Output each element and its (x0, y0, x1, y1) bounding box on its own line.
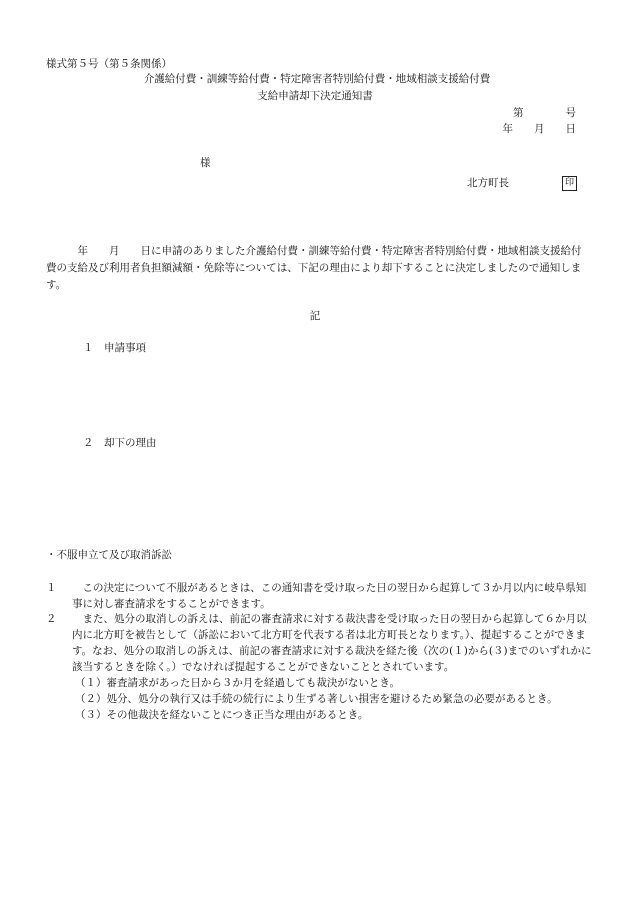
appeal-heading: ・不服申立て及び取消訴訟 (46, 549, 172, 561)
document-date: 年 月 日 (502, 123, 576, 135)
section-2-label: 却下の理由 (104, 437, 157, 449)
recipient-suffix: 様 (200, 157, 211, 169)
section-2-number: ２ (83, 437, 94, 449)
appeal-item-number: ２ (46, 613, 57, 625)
appeal-subitem-2: （２）処分、処分の執行又は手続の続行により生ずる著しい損害を避けるため緊急の必要があるとき。 (75, 693, 558, 705)
appeal-item-2 (46, 611, 592, 675)
appeal-item-text: また、処分の取消しの訴えは、前記の審査請求に対する裁決書を受け取った日の翌日から起算して６か月以内に北方町を被告として（訴訟において北方町を代表する者は北方町長となります。）、提起することができます。なお、処分の取消しの訴えは、前記の審査請求に対する裁決を経た後（次の(１)から(３)までのいずれかに該当するときを除く。）でなければ提起することができないこととされています。 (72, 613, 592, 673)
ki-marker: 記 (309, 310, 321, 322)
title-line-1: 介護給付費・訓練等給付費・特定障害者特別給付費・地域相談支援給付費 (143, 73, 491, 85)
appeal-item-number: １ (46, 582, 57, 594)
appeal-item-text: この決定について不服があるときは、この通知書を受け取った日の翌日から起算して３か月以内に岐阜県知事に対し審査請求をすることができます。 (72, 582, 587, 610)
appeal-subitem-1: （１）審査請求があった日から３か月を経過しても裁決がないとき。 (75, 677, 400, 689)
title-line-2: 支給申請却下決定通知書 (257, 90, 373, 102)
appeal-item-1 (46, 580, 592, 612)
section-1-label: 申請事項 (104, 342, 146, 354)
seal-mark: 印 (562, 176, 577, 191)
issuer-name: 北方町長 (467, 177, 509, 189)
section-1-number: １ (83, 342, 94, 354)
appeal-subitem-3: （３）その他裁決を経ないことにつき正当な理由があるとき。 (75, 709, 369, 721)
notice-body: 年 月 日に申請のありました介護給付費・訓練等給付費・特定障害者特別給付費・地域相談支援給付費の支給及び利用者負担額減額・免除等については、下記の理由により却下することに決定しましたので通知します。 (46, 245, 582, 291)
document-number: 第 号 (513, 107, 576, 119)
form-label: 様式第５号（第５条関係） (46, 58, 172, 70)
